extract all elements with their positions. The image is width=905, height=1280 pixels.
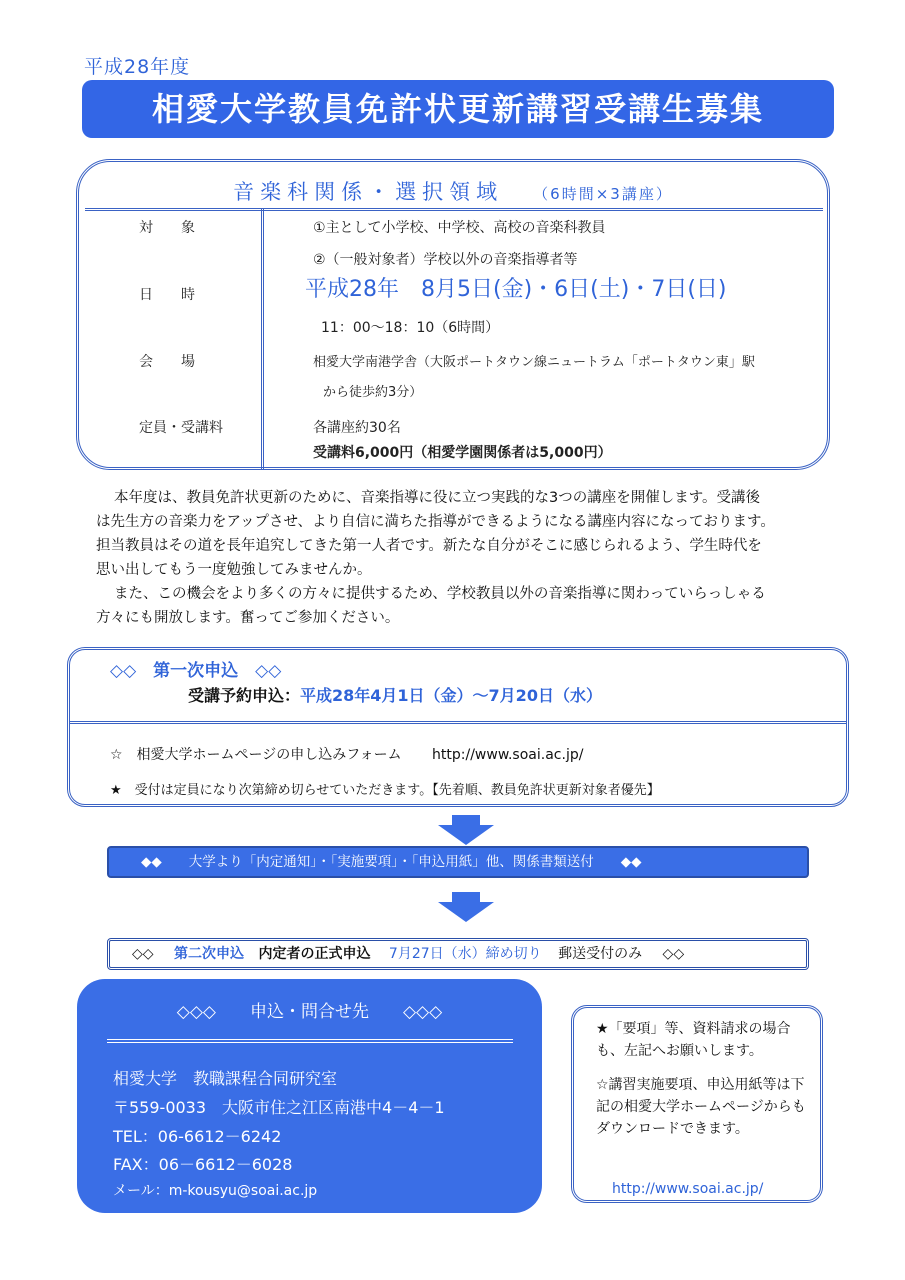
venue-label: 会 場 <box>139 354 195 370</box>
venue-value-1: 相愛大学南港学舎（大阪ポートタウン線ニュートラム「ポートタウン東」駅 <box>313 355 755 370</box>
time-value: 11：00〜18：10（6時間） <box>321 320 500 336</box>
period-label: 受講予約申込： <box>188 686 301 705</box>
course-duration: （6時間×3講座） <box>533 185 673 203</box>
venue-value-2: から徒歩約3分） <box>323 385 423 400</box>
second-application-text: 内定者の正式申込 <box>258 946 371 962</box>
capacity-value: 各講座約30名 <box>313 420 401 436</box>
second-application-label: 第二次申込 <box>174 946 244 962</box>
contact-box <box>77 979 542 1213</box>
course-area-title: 音楽科関係・選択領域 <box>233 180 504 204</box>
capacity-label: 定員・受講料 <box>139 420 223 436</box>
period-value: 平成28年4月1日（金）〜7月20日（水） <box>300 686 602 705</box>
diamond-marks: ◇◇ <box>662 946 685 962</box>
down-arrow-icon <box>436 815 496 845</box>
document-shipping-step: ◆◆ 大学より「内定通知」・「実施要項」・「申込用紙」他、関係書類送付 ◆◆ <box>107 846 809 878</box>
fee-value: 受講料6,000円（相愛学園関係者は5,000円） <box>313 445 612 461</box>
divider <box>70 721 846 724</box>
intro-line: また、この機会をより多くの方々に提供するため、学校教員以外の音楽指導に関わっていらっしゃる <box>114 586 766 602</box>
target-value-2: ②（一般対象者）学校以外の音楽指導者等 <box>313 252 578 268</box>
application-form-text: ☆ 相愛大学ホームページの申し込みフォーム <box>110 747 402 763</box>
divider <box>261 209 264 470</box>
intro-line: 方々にも開放します。奮ってご参加ください。 <box>96 610 400 626</box>
course-info-box <box>76 159 830 470</box>
intro-line: は先生方の音楽力をアップさせ、より自信に満ちた指導ができるようになる講座内容になっております。 <box>96 514 775 530</box>
date-label: 日 時 <box>139 287 195 303</box>
contact-fax: FAX：06－6612－6028 <box>113 1155 293 1174</box>
down-arrow-icon <box>436 892 496 922</box>
application-note: ★ 受付は定員になり次第締め切らせていただきます。【先着順、教員免許状更新対象者優先】 <box>110 783 660 798</box>
first-application-box <box>67 647 849 807</box>
second-application-step <box>107 938 809 970</box>
intro-line: 本年度は、教員免許状更新のために、音楽指導に役に立つ実践的な3つの講座を開催します。受講後 <box>114 490 761 506</box>
course-info-title <box>79 176 827 206</box>
application-form-line <box>110 744 583 764</box>
intro-line: 思い出してもう一度勉強してみませんか。 <box>96 562 372 578</box>
contact-email[interactable]: メール：m-kousyu@soai.ac.jp <box>113 1183 318 1199</box>
page-title: 相愛大学教員免許状更新講習受講生募集 <box>82 80 834 138</box>
second-application-deadline: 7月27日（水）締め切り <box>388 946 542 962</box>
divider <box>107 1039 513 1043</box>
year-label: 平成28年度 <box>84 56 191 78</box>
contact-address: 〒559-0033 大阪市住之江区南港中4－4－1 <box>113 1098 445 1117</box>
intro-line: 担当教員はその道を長年追究してきた第一人者です。新たな自分がそこに感じられるよう、学生時代を <box>96 538 762 554</box>
first-application-title: ◇◇ 第一次申込 ◇◇ <box>110 661 282 681</box>
note-request: ★「要項」等、資料請求の場合も、左記へお願いします。 <box>596 1021 791 1059</box>
contact-tel: TEL：06-6612－6242 <box>113 1127 282 1146</box>
contact-title: ◇◇◇ 申込・問合せ先 ◇◇◇ <box>176 1002 443 1022</box>
website-link[interactable]: http://www.soai.ac.jp/ <box>432 747 584 763</box>
target-value-1: ①主として小学校、中学校、高校の音楽科教員 <box>313 220 606 236</box>
download-note-box <box>571 1005 823 1203</box>
diamond-marks: ◇◇ <box>132 946 154 962</box>
target-label: 対 象 <box>139 220 195 236</box>
note-download: ☆講習実施要項、申込用紙等は下記の相愛大学ホームページからもダウンロードできます。 <box>596 1077 806 1137</box>
contact-org: 相愛大学 教職課程合同研究室 <box>113 1069 338 1088</box>
date-value: 平成28年 8月5日(金)・6日(土)・7日(日) <box>305 277 727 302</box>
mail-only-text: 郵送受付のみ <box>558 946 643 962</box>
application-period <box>188 683 602 706</box>
divider <box>85 208 823 211</box>
website-link[interactable]: http://www.soai.ac.jp/ <box>612 1181 764 1197</box>
